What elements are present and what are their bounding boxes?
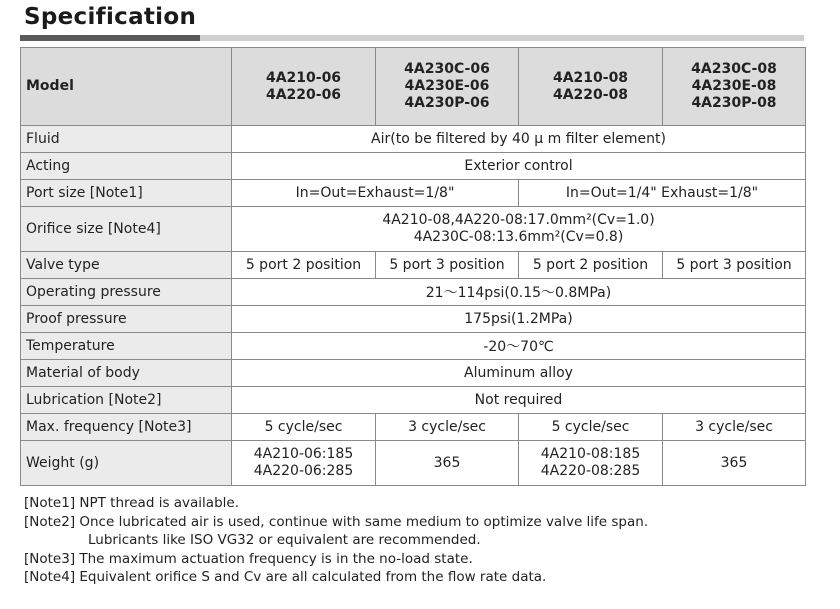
row-value: 365	[663, 441, 806, 486]
row-value: Exterior control	[232, 153, 806, 180]
model-name: 4A230C-08	[691, 61, 777, 77]
row-label: Lubrication [Note2]	[21, 387, 232, 414]
table-row-weight	[21, 441, 806, 486]
row-value: 175psi(1.2MPa)	[232, 306, 806, 333]
row-value	[232, 441, 376, 486]
title-underline-accent	[20, 35, 200, 41]
specification-table	[20, 47, 806, 486]
row-value: 5 port 2 position	[232, 252, 376, 279]
header-col-4	[663, 48, 806, 126]
table-row-valve-type	[21, 252, 806, 279]
note-2: [Note2] Once lubricated air is used, continue with same medium to optimize valve life span.	[24, 513, 649, 530]
model-name: 4A210-06	[265, 69, 342, 86]
table-row-temperature	[21, 333, 806, 360]
row-label: Max. frequency [Note3]	[21, 414, 232, 441]
row-value: 5 port 2 position	[519, 252, 663, 279]
table-row-port-size	[21, 180, 806, 207]
row-value: 365	[376, 441, 519, 486]
row-value	[519, 441, 663, 486]
row-value: Not required	[232, 387, 806, 414]
model-name: 4A230C-06	[404, 61, 490, 77]
orifice-line: 4A230C-08:13.6mm²(Cv=0.8)	[413, 229, 624, 245]
row-label: Acting	[21, 153, 232, 180]
table-row-operating-pressure	[21, 279, 806, 306]
row-value: 5 port 3 position	[663, 252, 806, 279]
table-row-material	[21, 360, 806, 387]
model-name: 4A230E-06	[404, 78, 490, 94]
row-label: Proof pressure	[21, 306, 232, 333]
row-value: In=Out=1/4" Exhaust=1/8"	[519, 180, 806, 207]
model-name: 4A220-08	[552, 86, 629, 103]
title-underline	[200, 35, 804, 41]
row-value: 21～114psi(0.15～0.8MPa)	[232, 279, 806, 306]
row-value: 5 cycle/sec	[232, 414, 376, 441]
header-col-3	[519, 48, 663, 126]
row-label: Orifice size [Note4]	[21, 207, 232, 252]
table-row-lubrication	[21, 387, 806, 414]
row-value: Aluminum alloy	[232, 360, 806, 387]
header-model-label: Model	[21, 48, 232, 126]
row-label: Temperature	[21, 333, 232, 360]
weight-line: 4A210-08:185	[540, 446, 641, 462]
row-value: -20～70℃	[232, 333, 806, 360]
row-label: Valve type	[21, 252, 232, 279]
table-header-row	[21, 48, 806, 126]
footnotes	[24, 494, 648, 587]
header-col-1	[232, 48, 376, 126]
row-value: 5 cycle/sec	[519, 414, 663, 441]
weight-line: 4A220-08:285	[540, 463, 641, 479]
page-title: Specification	[24, 4, 197, 30]
note-2-continued: Lubricants like ISO VG32 or equivalent are recommended.	[88, 532, 481, 548]
row-value	[232, 207, 806, 252]
row-label: Fluid	[21, 126, 232, 153]
row-value: In=Out=Exhaust=1/8"	[232, 180, 519, 207]
weight-line: 4A220-06:285	[253, 463, 354, 479]
model-name: 4A230P-08	[691, 95, 777, 111]
row-label: Weight (g)	[21, 441, 232, 486]
row-label: Port size [Note1]	[21, 180, 232, 207]
row-label: Material of body	[21, 360, 232, 387]
row-value: 3 cycle/sec	[663, 414, 806, 441]
table-row-orifice-size	[21, 207, 806, 252]
model-name: 4A220-06	[265, 86, 342, 103]
table-row-proof-pressure	[21, 306, 806, 333]
row-value: 5 port 3 position	[376, 252, 519, 279]
note-3: [Note3] The maximum actuation frequency is in the no-load state.	[24, 550, 473, 567]
row-value: 3 cycle/sec	[376, 414, 519, 441]
table-row-acting	[21, 153, 806, 180]
table-row-max-frequency	[21, 414, 806, 441]
model-name: 4A210-08	[552, 69, 629, 86]
weight-line: 4A210-06:185	[253, 446, 354, 462]
header-col-2	[376, 48, 519, 126]
model-name: 4A230E-08	[691, 78, 777, 94]
model-name: 4A230P-06	[404, 95, 490, 111]
note-1: [Note1] NPT thread is available.	[24, 495, 239, 511]
orifice-line: 4A210-08,4A220-08:17.0mm²(Cv=1.0)	[382, 212, 655, 228]
row-label: Operating pressure	[21, 279, 232, 306]
table-row-fluid	[21, 126, 806, 153]
row-value: Air(to be filtered by 40 μ m filter element)	[232, 126, 806, 153]
note-4: [Note4] Equivalent orifice S and Cv are all calculated from the flow rate data.	[24, 569, 547, 585]
